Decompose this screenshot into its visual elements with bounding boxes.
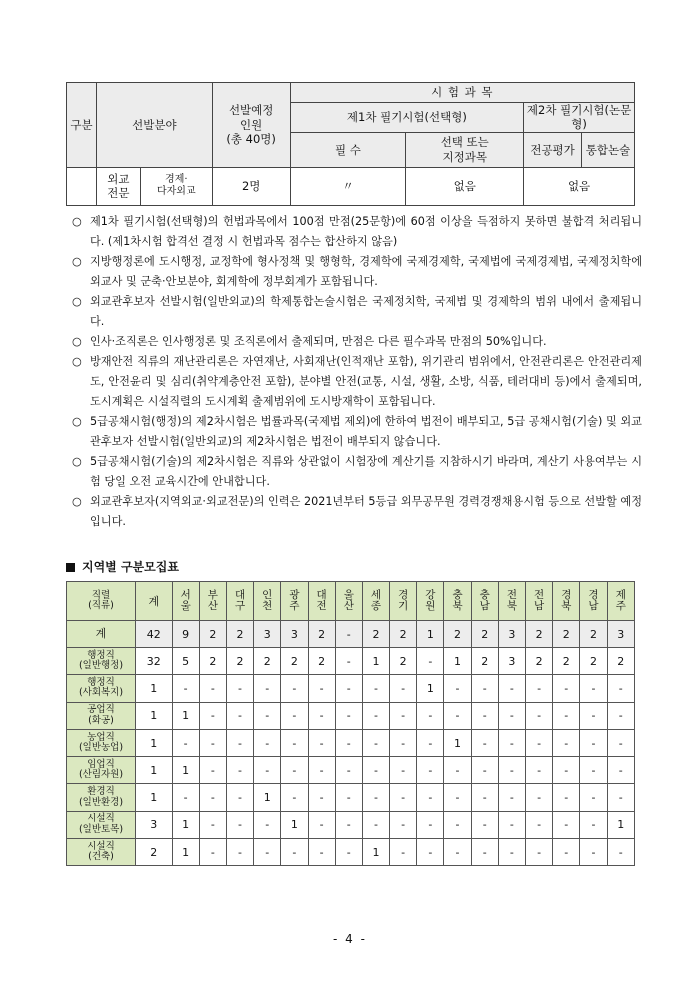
row-label: 시설직 (건축): [67, 839, 136, 866]
value-cell: -: [471, 729, 498, 756]
value-cell: 2: [136, 839, 173, 866]
value-cell: -: [444, 675, 471, 702]
value-cell: -: [607, 757, 634, 784]
value-cell: -: [498, 811, 525, 838]
value-cell: -: [417, 811, 444, 838]
value-cell: -: [390, 729, 417, 756]
value-cell: -: [335, 839, 362, 866]
table-row: [67, 811, 635, 838]
region-header: 제 주: [607, 582, 634, 621]
value-cell: -: [471, 675, 498, 702]
value-cell: -: [417, 648, 444, 675]
required-cell: 〃: [290, 167, 406, 205]
bullet-icon: ○: [72, 295, 82, 308]
value-cell: -: [281, 784, 308, 811]
value-cell: -: [607, 729, 634, 756]
table-row: [67, 675, 635, 702]
value-cell: -: [281, 729, 308, 756]
value-cell: 42: [136, 621, 173, 648]
value-cell: -: [335, 784, 362, 811]
row-label: 공업직 (화공): [67, 702, 136, 729]
value-cell: -: [226, 839, 253, 866]
value-cell: -: [335, 675, 362, 702]
value-cell: -: [580, 839, 607, 866]
row-label: 농업직 (일반농업): [67, 729, 136, 756]
elective-cell: 없음: [406, 167, 524, 205]
header-row: [67, 582, 635, 621]
value-cell: -: [526, 757, 553, 784]
note-item: ○ 5급공채시험(행정)의 제2차시험은 법률과목(국제법 제외)에 한하여 법전이 배부되고, 5급 공채시험(기술) 및 외교관후보자 선발시험(일반외교)의 제2차시험은 법전이 배부되지 않습니다.: [72, 412, 642, 452]
value-cell: -: [417, 729, 444, 756]
value-cell: -: [281, 757, 308, 784]
region-header: 대 구: [226, 582, 253, 621]
square-bullet-icon: [66, 563, 75, 572]
value-cell: -: [390, 702, 417, 729]
row-label: 환경직 (일반환경): [67, 784, 136, 811]
value-cell: -: [580, 702, 607, 729]
value-cell: -: [417, 757, 444, 784]
value-cell: -: [580, 757, 607, 784]
row-label: 시설직 (일반토목): [67, 811, 136, 838]
bullet-icon: ○: [72, 495, 82, 508]
value-cell: -: [607, 784, 634, 811]
value-cell: -: [390, 811, 417, 838]
value-cell: -: [471, 839, 498, 866]
value-cell: -: [526, 839, 553, 866]
value-cell: -: [335, 757, 362, 784]
value-cell: -: [607, 839, 634, 866]
value-cell: 1: [417, 675, 444, 702]
value-cell: -: [199, 757, 226, 784]
region-header: 충 남: [471, 582, 498, 621]
region-header: 경 북: [553, 582, 580, 621]
value-cell: -: [362, 784, 389, 811]
value-cell: -: [498, 675, 525, 702]
value-cell: 1: [444, 729, 471, 756]
table-row: [67, 648, 635, 675]
value-cell: 2: [471, 621, 498, 648]
value-cell: 3: [498, 648, 525, 675]
category-header: 구분: [67, 83, 97, 168]
table-row: [67, 621, 635, 648]
value-cell: -: [498, 784, 525, 811]
value-cell: 1: [444, 648, 471, 675]
value-cell: 2: [199, 621, 226, 648]
page-number: - 4 -: [333, 932, 367, 946]
value-cell: 2: [526, 648, 553, 675]
value-cell: -: [390, 784, 417, 811]
region-header: 서 울: [172, 582, 199, 621]
value-cell: 3: [498, 621, 525, 648]
value-cell: -: [281, 839, 308, 866]
value-cell: -: [607, 702, 634, 729]
bullet-icon: ○: [72, 355, 82, 368]
value-cell: -: [498, 839, 525, 866]
value-cell: 2: [580, 621, 607, 648]
corner-header: 직렬 (직류): [67, 582, 136, 621]
row-label: 행정직 (일반행정): [67, 648, 136, 675]
value-cell: -: [199, 729, 226, 756]
value-cell: -: [553, 702, 580, 729]
value-cell: 2: [308, 648, 335, 675]
value-cell: 2: [471, 648, 498, 675]
value-cell: -: [362, 811, 389, 838]
region-header: 전 남: [526, 582, 553, 621]
value-cell: -: [417, 702, 444, 729]
major-eval-header: 전공평가: [524, 132, 582, 167]
value-cell: 1: [254, 784, 281, 811]
value-cell: 1: [136, 757, 173, 784]
value-cell: -: [526, 702, 553, 729]
value-cell: 2: [390, 648, 417, 675]
note-item: ○ 인사·조직론은 인사행정론 및 조직론에서 출제되며, 만점은 다른 필수과목 만점의 50%입니다.: [72, 332, 642, 352]
note-item: ○ 5급공채시험(기술)의 제2차시험은 직류와 상관없이 시험장에 계산기를 지참하시기 바라며, 계산기 사용여부는 시험 당일 오전 교육시간에 안내합니다.: [72, 452, 642, 492]
value-cell: -: [390, 839, 417, 866]
region-header: 강 원: [417, 582, 444, 621]
value-cell: -: [308, 839, 335, 866]
value-cell: 3: [254, 621, 281, 648]
value-cell: 2: [362, 621, 389, 648]
note-item: ○ 외교관후보자 선발시험(일반외교)의 학제통합논술시험은 국제정치학, 국제법 및 경제학의 범위 내에서 출제됩니다.: [72, 292, 642, 332]
bullet-icon: ○: [72, 215, 82, 228]
second-exam-cell: 없음: [524, 167, 635, 205]
value-cell: -: [362, 729, 389, 756]
value-cell: -: [172, 675, 199, 702]
value-cell: 2: [199, 648, 226, 675]
value-cell: -: [417, 839, 444, 866]
value-cell: -: [580, 675, 607, 702]
value-cell: -: [254, 811, 281, 838]
value-cell: -: [199, 839, 226, 866]
region-header: 부 산: [199, 582, 226, 621]
category-cell: 외교 전문: [96, 167, 140, 205]
value-cell: -: [553, 757, 580, 784]
value-cell: 1: [417, 621, 444, 648]
value-cell: -: [362, 675, 389, 702]
value-cell: -: [580, 729, 607, 756]
value-cell: 2: [553, 621, 580, 648]
value-cell: -: [308, 757, 335, 784]
region-header: 세 종: [362, 582, 389, 621]
value-cell: -: [526, 675, 553, 702]
value-cell: -: [471, 702, 498, 729]
elective-header: 선택 또는 지정과목: [406, 132, 524, 167]
row-label: 행정직 (사회복지): [67, 675, 136, 702]
value-cell: -: [199, 675, 226, 702]
value-cell: -: [226, 702, 253, 729]
value-cell: -: [308, 811, 335, 838]
value-cell: -: [417, 784, 444, 811]
table-row: [67, 839, 635, 866]
value-cell: -: [607, 675, 634, 702]
value-cell: 1: [281, 811, 308, 838]
table-row: [67, 729, 635, 756]
value-cell: -: [308, 675, 335, 702]
value-cell: -: [335, 729, 362, 756]
value-cell: 9: [172, 621, 199, 648]
value-cell: 2: [607, 648, 634, 675]
value-cell: 2: [553, 648, 580, 675]
value-cell: -: [172, 729, 199, 756]
value-cell: 1: [136, 702, 173, 729]
value-cell: -: [254, 675, 281, 702]
planned-count-cell: 2명: [212, 167, 290, 205]
value-cell: -: [199, 702, 226, 729]
region-header: 울 산: [335, 582, 362, 621]
table-row: [67, 167, 635, 205]
value-cell: -: [390, 757, 417, 784]
required-header: 필 수: [290, 132, 406, 167]
planned-count-header: 선발예정 인원 (총 40명): [212, 83, 290, 168]
value-cell: 1: [172, 702, 199, 729]
exam-subjects-table: [66, 82, 635, 206]
value-cell: -: [444, 702, 471, 729]
notes-list: [72, 212, 642, 532]
value-cell: 2: [308, 621, 335, 648]
value-cell: -: [553, 784, 580, 811]
value-cell: 1: [362, 839, 389, 866]
value-cell: -: [553, 839, 580, 866]
field-header: 선발분야: [96, 83, 212, 168]
value-cell: -: [172, 784, 199, 811]
value-cell: 1: [172, 757, 199, 784]
value-cell: -: [444, 784, 471, 811]
region-recruitment-table: [66, 581, 635, 866]
value-cell: -: [226, 811, 253, 838]
value-cell: -: [254, 729, 281, 756]
total-header: 계: [136, 582, 173, 621]
value-cell: 3: [281, 621, 308, 648]
table-row: [67, 702, 635, 729]
value-cell: 1: [362, 648, 389, 675]
bullet-icon: ○: [72, 455, 82, 468]
value-cell: -: [553, 675, 580, 702]
value-cell: 3: [136, 811, 173, 838]
value-cell: -: [553, 729, 580, 756]
value-cell: 2: [281, 648, 308, 675]
value-cell: -: [444, 811, 471, 838]
value-cell: -: [281, 675, 308, 702]
value-cell: -: [254, 757, 281, 784]
value-cell: 2: [226, 621, 253, 648]
value-cell: 1: [172, 811, 199, 838]
region-header: 전 북: [498, 582, 525, 621]
region-header: 충 북: [444, 582, 471, 621]
value-cell: 1: [136, 729, 173, 756]
value-cell: -: [444, 839, 471, 866]
value-cell: 1: [607, 811, 634, 838]
value-cell: -: [526, 811, 553, 838]
value-cell: 5: [172, 648, 199, 675]
value-cell: 2: [580, 648, 607, 675]
row-label: 임업직 (산림자원): [67, 757, 136, 784]
first-exam-header: 제1차 필기시험(선택형): [290, 103, 524, 133]
value-cell: 2: [444, 621, 471, 648]
region-header: 경 남: [580, 582, 607, 621]
value-cell: -: [498, 702, 525, 729]
value-cell: -: [226, 784, 253, 811]
value-cell: 1: [136, 675, 173, 702]
note-item: ○ 외교관후보자(지역외교·외교전문)의 인력은 2021년부터 5등급 외무공무원 경력경쟁채용시험 등으로 선발할 예정입니다.: [72, 492, 642, 532]
value-cell: -: [308, 784, 335, 811]
value-cell: 2: [526, 621, 553, 648]
value-cell: -: [335, 621, 362, 648]
value-cell: -: [362, 757, 389, 784]
value-cell: -: [471, 757, 498, 784]
integrated-essay-header: 통합논술: [582, 132, 635, 167]
value-cell: -: [471, 784, 498, 811]
value-cell: -: [281, 702, 308, 729]
value-cell: -: [498, 729, 525, 756]
value-cell: 32: [136, 648, 173, 675]
value-cell: -: [444, 757, 471, 784]
value-cell: 1: [172, 839, 199, 866]
field-cell: 경제· 다자외교: [140, 167, 212, 205]
value-cell: -: [226, 675, 253, 702]
note-item: ○ 방재안전 직류의 재난관리론은 자연재난, 사회재난(인적재난 포함), 위기관리 범위에서, 안전관리론은 안전관리제도, 안전윤리 및 심리(취약계층안전 포함), 분야별 안전(교통, 시설, 생활, 소방, 식품, 테러대비 등)에서 출제되며, 도시계획은 시설직렬의 도시계획 출제범위에 도시방재학이 포함됩니다.: [72, 352, 642, 412]
second-exam-header: 제2차 필기시험(논문형): [524, 103, 635, 133]
value-cell: -: [335, 811, 362, 838]
value-cell: -: [553, 811, 580, 838]
value-cell: -: [254, 702, 281, 729]
value-cell: -: [362, 702, 389, 729]
row-label: 계: [67, 621, 136, 648]
region-header: 경 기: [390, 582, 417, 621]
table-row: [67, 784, 635, 811]
value-cell: -: [254, 839, 281, 866]
region-header: 광 주: [281, 582, 308, 621]
region-header: 인 천: [254, 582, 281, 621]
value-cell: -: [308, 702, 335, 729]
value-cell: 2: [226, 648, 253, 675]
value-cell: 3: [607, 621, 634, 648]
bullet-icon: ○: [72, 255, 82, 268]
value-cell: -: [226, 729, 253, 756]
value-cell: -: [526, 729, 553, 756]
value-cell: 1: [136, 784, 173, 811]
note-item: ○ 지방행정론에 도시행정, 교정학에 형사정책 및 행형학, 경제학에 국제경제학, 국제법에 국제경제법, 국제정치학에 외교사 및 군축·안보분야, 회계학에 정부회계가 포함됩니다.: [72, 252, 642, 292]
value-cell: -: [580, 811, 607, 838]
value-cell: -: [498, 757, 525, 784]
value-cell: -: [226, 757, 253, 784]
subjects-header: 시 험 과 목: [290, 83, 634, 103]
bullet-icon: ○: [72, 335, 82, 348]
value-cell: -: [308, 729, 335, 756]
value-cell: 2: [254, 648, 281, 675]
value-cell: -: [526, 784, 553, 811]
value-cell: 2: [390, 621, 417, 648]
bullet-icon: ○: [72, 415, 82, 428]
value-cell: -: [199, 811, 226, 838]
value-cell: -: [335, 648, 362, 675]
section-title: 지역별 구분모집표: [66, 558, 179, 575]
value-cell: -: [199, 784, 226, 811]
value-cell: -: [335, 702, 362, 729]
region-header: 대 전: [308, 582, 335, 621]
value-cell: -: [390, 675, 417, 702]
value-cell: -: [580, 784, 607, 811]
empty-cell: [67, 167, 97, 205]
note-item: ○ 제1차 필기시험(선택형)의 헌법과목에서 100점 만점(25문항)에 60점 이상을 득점하지 못하면 불합격 처리됩니다. (제1차시험 합격선 결정 시 헌법과목 점수는 합산하지 않음): [72, 212, 642, 252]
value-cell: -: [471, 811, 498, 838]
table-row: [67, 757, 635, 784]
